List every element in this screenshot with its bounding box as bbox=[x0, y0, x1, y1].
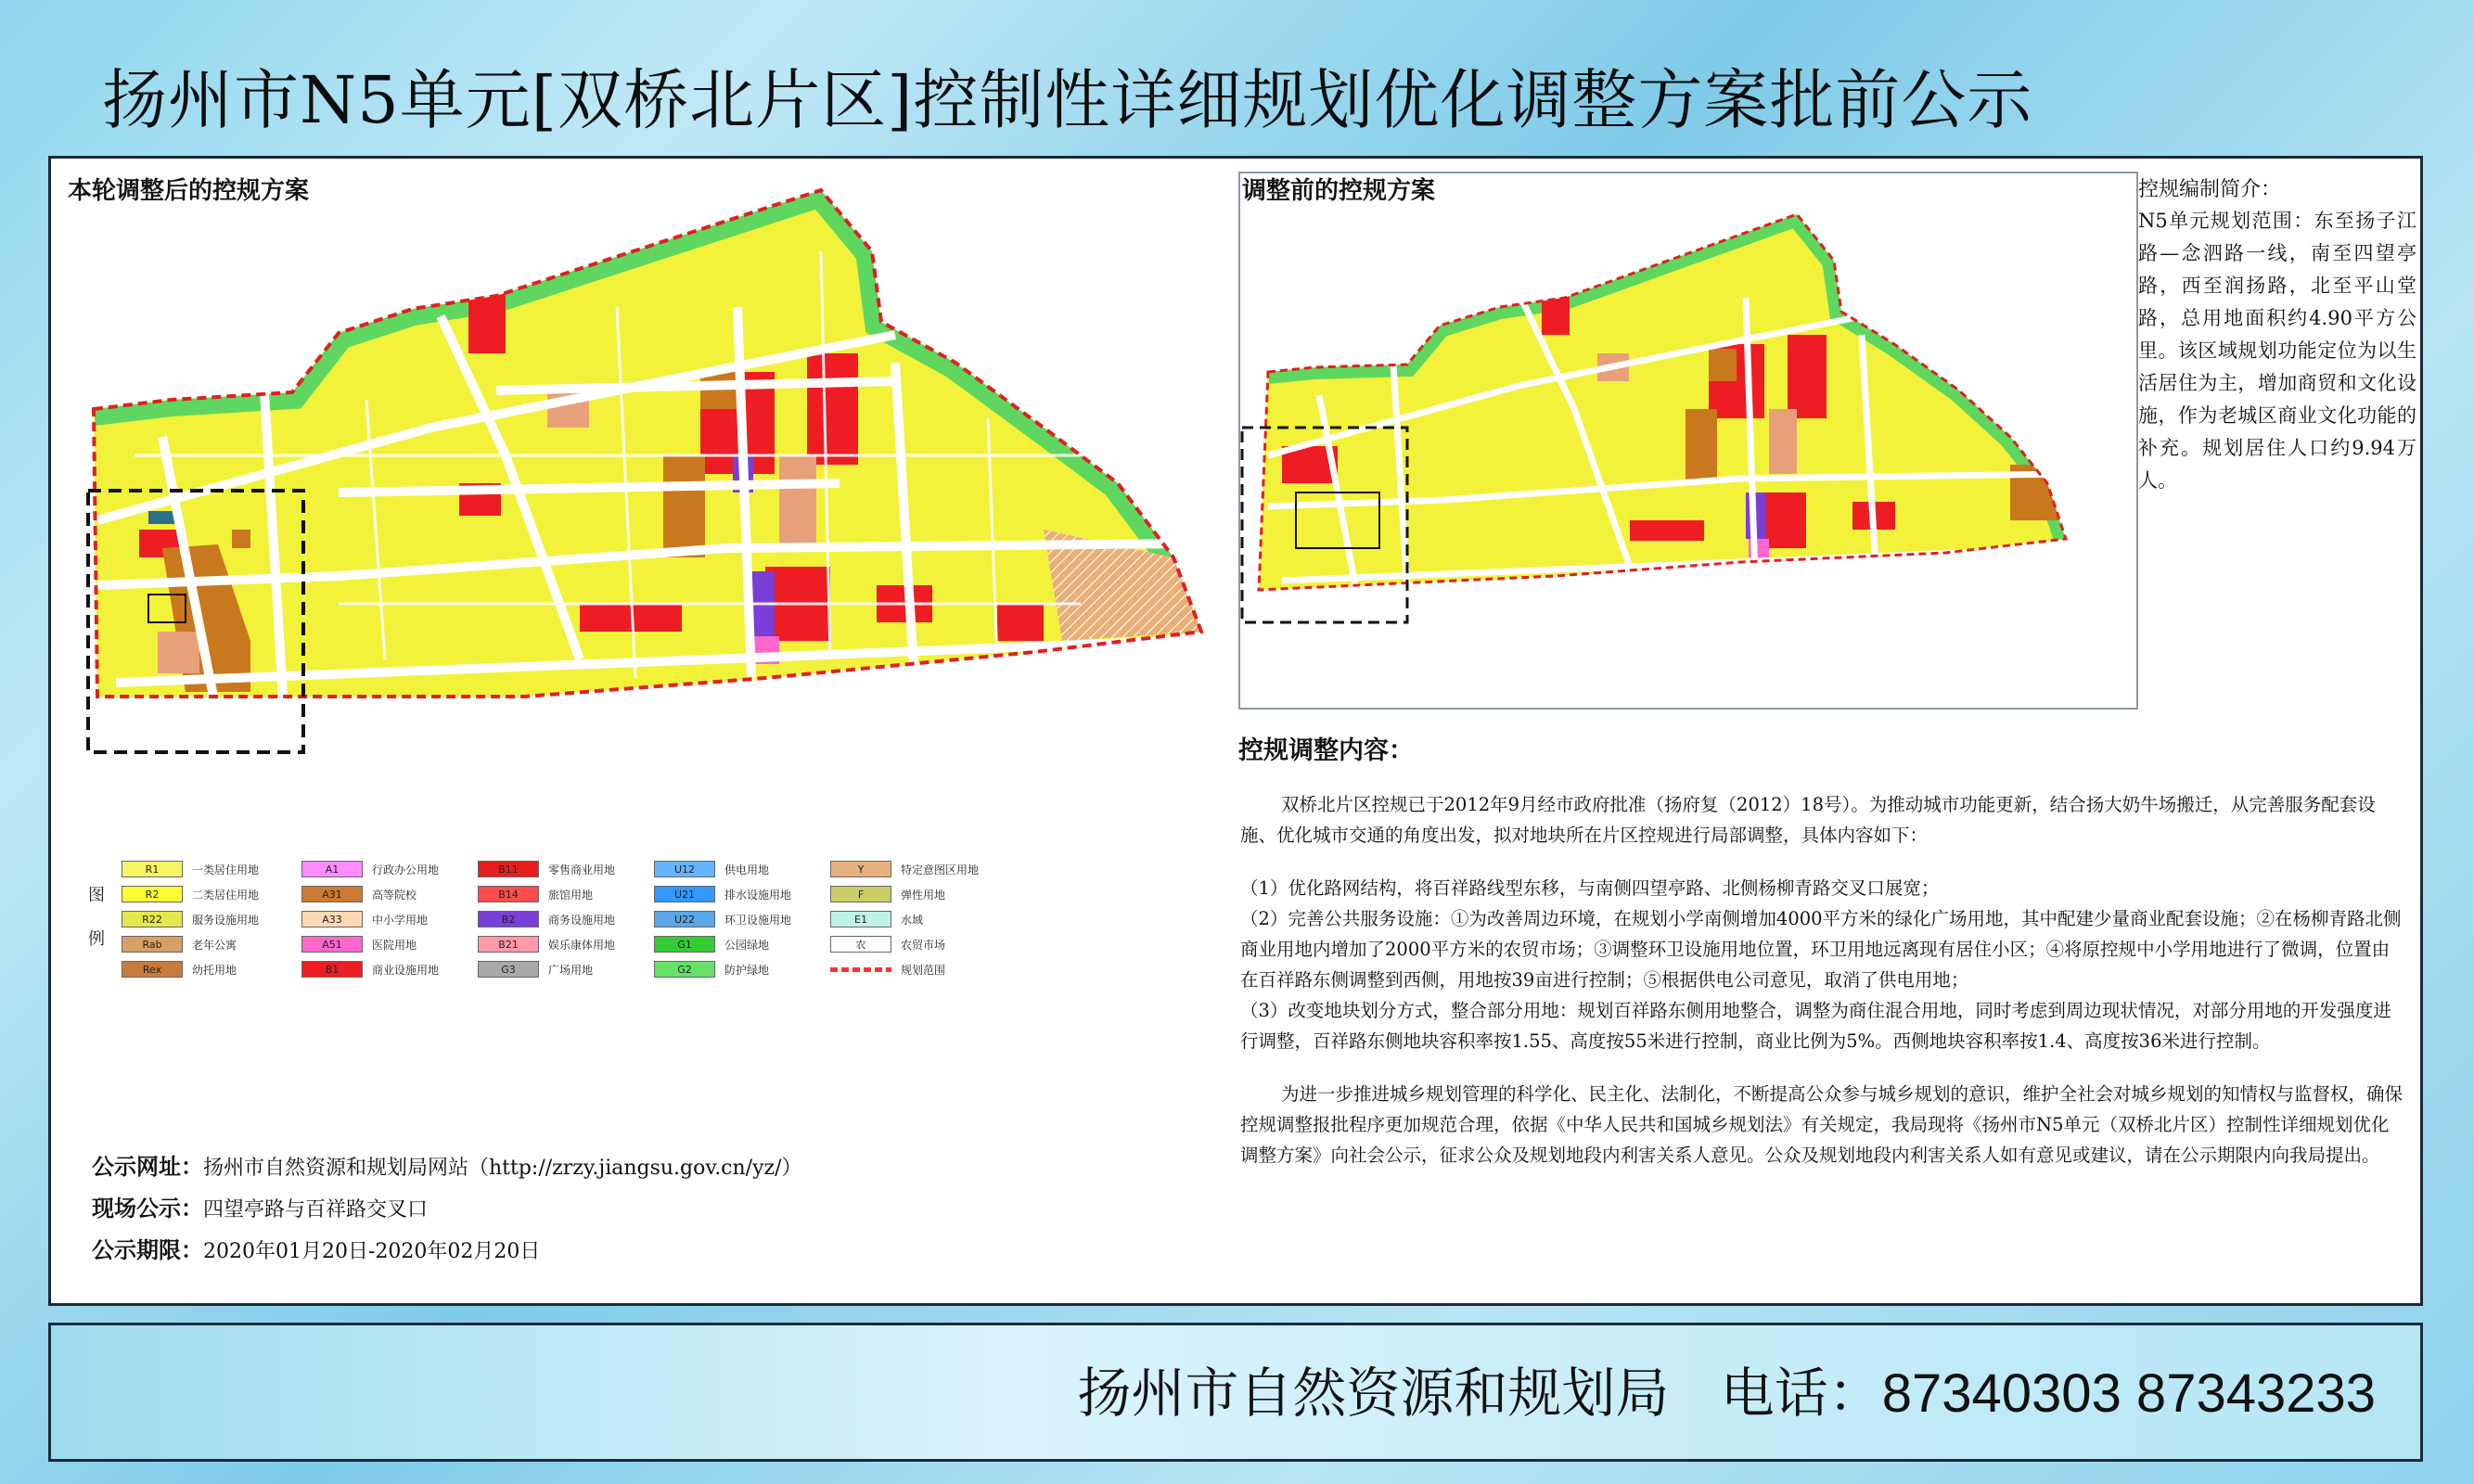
legend-swatch: F bbox=[830, 886, 891, 902]
publicity-website bbox=[92, 1148, 802, 1181]
legend-swatch: Rex bbox=[122, 961, 183, 978]
legend-swatch: G3 bbox=[478, 961, 539, 978]
legend-swatch: G2 bbox=[654, 961, 715, 978]
legend-text: 规划范围 bbox=[901, 963, 946, 977]
legend-item bbox=[654, 860, 769, 878]
map-legend bbox=[70, 854, 997, 993]
legend-item bbox=[122, 935, 237, 953]
intro-body: N5单元规划范围：东至扬子江路—念泗路一线，南至四望亭路，西至润扬路，北至平山堂路，总用地面积约4.90平方公里。该区域规划功能定位为以生活居住为主，增加商贸和文化设施，作为老城区商业文化功能的补充。规划居住人口约9.94万人。 bbox=[2138, 210, 2416, 492]
legend-item bbox=[654, 910, 791, 928]
legend-item bbox=[301, 910, 428, 928]
legend-item bbox=[478, 960, 593, 979]
legend-text: 娱乐康体用地 bbox=[548, 938, 616, 952]
legend-item bbox=[654, 935, 769, 953]
footer-contact bbox=[1077, 1351, 2376, 1436]
legend-text: 公园绿地 bbox=[724, 938, 770, 952]
footer-tel-numbers: 87340303 87343233 bbox=[1881, 1363, 2376, 1424]
legend-text: 幼托用地 bbox=[192, 963, 237, 977]
adjustment-body bbox=[1240, 789, 2403, 1171]
legend-item bbox=[122, 910, 259, 928]
legend-item bbox=[122, 960, 237, 979]
legend-swatch: A1 bbox=[301, 861, 363, 877]
legend-swatch: R2 bbox=[122, 886, 183, 902]
legend-text: 水域 bbox=[901, 913, 924, 927]
legend-text: 商务设施用地 bbox=[548, 913, 616, 927]
legend-swatch: B1 bbox=[301, 961, 363, 978]
legend-text: 零售商业用地 bbox=[548, 863, 616, 876]
legend-swatch: U21 bbox=[654, 886, 715, 902]
adjustment-closing: 为进一步推进城乡规划管理的科学化、民主化、法制化，不断提高公众参与城乡规划的意识，维护全社会对城乡规划的知情权与监督权，确保控规调整报批程序更加规范合理，依据《中华人民共和国城乡规划法》有关规定，我局现将《扬州市N5单元（双桥北片区）控制性详细规划优化调整方案》向社会公示，征求公众及规划地段内利害关系人意见。公众及规划地段内利害关系人如有意见或建议，请在公示期限内向我局提出。 bbox=[1240, 1083, 2403, 1166]
legend-text: 供电用地 bbox=[724, 863, 770, 876]
legend-swatch: B2 bbox=[478, 911, 539, 928]
legend-swatch: U12 bbox=[654, 861, 715, 877]
legend-swatch: B21 bbox=[478, 936, 539, 953]
legend-text: 环卫设施用地 bbox=[724, 913, 792, 927]
publicity-period bbox=[92, 1232, 540, 1264]
legend-swatch bbox=[830, 967, 891, 972]
legend-item bbox=[122, 885, 259, 903]
site-label: 现场公示： bbox=[92, 1196, 203, 1222]
before-plan-map bbox=[1240, 196, 2136, 706]
legend-text: 旅馆用地 bbox=[548, 888, 594, 902]
legend-swatch: B11 bbox=[478, 861, 539, 877]
legend-text: 商业设施用地 bbox=[372, 963, 440, 977]
legend-text: 二类居住用地 bbox=[192, 888, 260, 902]
legend-text: 医院用地 bbox=[372, 938, 417, 952]
after-plan-map bbox=[60, 177, 1229, 845]
legend-swatch: B14 bbox=[478, 886, 539, 902]
legend-item bbox=[654, 885, 791, 903]
legend-swatch: Rab bbox=[122, 936, 183, 953]
publicity-site bbox=[92, 1190, 428, 1222]
legend-item bbox=[301, 885, 417, 903]
legend-text: 老年公寓 bbox=[192, 938, 237, 952]
before-plan-label: 调整前的控规方案 bbox=[1242, 177, 1436, 205]
legend-text: 弹性用地 bbox=[901, 888, 946, 902]
legend-item bbox=[478, 935, 615, 953]
adjustment-heading: 控规调整内容： bbox=[1238, 736, 1414, 765]
legend-item bbox=[478, 910, 615, 928]
page-title: 扬州市N5单元[双桥北片区]控制性详细规划优化调整方案批前公示 bbox=[102, 62, 2033, 138]
legend-item bbox=[301, 935, 417, 953]
adjustment-item-3: （3）改变地块划分方式，整合部分用地：规划百祥路东侧用地整合，调整为商住混合用地，同时考虑到周边现状情况，对部分用地的开发强度进行调整，百祥路东侧地块容积率按1.55、高度按55米进行控制，商业比例为5%。西侧地块容积率按1.4、高度按36米进行控制。 bbox=[1240, 1000, 2391, 1052]
period-label: 公示期限： bbox=[92, 1237, 203, 1263]
legend-text: 广场用地 bbox=[548, 963, 594, 977]
footer-tel-label: 电话： bbox=[1720, 1362, 1882, 1425]
legend-item bbox=[301, 960, 439, 979]
legend-text: 高等院校 bbox=[372, 888, 417, 902]
website-label: 公示网址： bbox=[92, 1154, 203, 1180]
legend-item bbox=[830, 960, 945, 979]
legend-swatch: R22 bbox=[122, 911, 183, 928]
legend-item bbox=[830, 935, 945, 953]
legend-swatch: U22 bbox=[654, 911, 715, 928]
footer-bureau: 扬州市自然资源和规划局 bbox=[1077, 1362, 1670, 1425]
legend-swatch: A31 bbox=[301, 886, 363, 902]
legend-item bbox=[830, 910, 923, 928]
legend-swatch: E1 bbox=[830, 911, 891, 928]
legend-label: 图 例 bbox=[88, 886, 105, 949]
website-value: 扬州市自然资源和规划局网站（http://zrzy.jiangsu.gov.cn/yz/） bbox=[203, 1157, 802, 1180]
legend-swatch: A51 bbox=[301, 936, 363, 953]
legend-text: 特定意图区用地 bbox=[901, 863, 980, 876]
intro-heading: 控规编制简介： bbox=[2138, 178, 2282, 201]
notice-board bbox=[48, 156, 2423, 1306]
legend-text: 农贸市场 bbox=[901, 938, 946, 952]
legend-item bbox=[122, 860, 259, 878]
legend-text: 防护绿地 bbox=[724, 963, 770, 977]
legend-swatch: R1 bbox=[122, 861, 183, 877]
adjustment-item-1: （1）优化路网结构，将百祥路线型东移，与南侧四望亭路、北侧杨柳青路交叉口展宽； bbox=[1240, 877, 1940, 899]
after-plan-label: 本轮调整后的控规方案 bbox=[68, 177, 310, 205]
legend-item bbox=[478, 860, 615, 878]
legend-item bbox=[654, 960, 769, 979]
footer-banner bbox=[48, 1323, 2423, 1462]
legend-swatch: G1 bbox=[654, 936, 715, 953]
legend-swatch: 农 bbox=[830, 936, 891, 953]
adjustment-item-2: （2）完善公共服务设施：①为改善周边环境，在规划小学南侧增加4000平方米的绿化广场用地，其中配建少量商业配套设施；②在杨柳青路北侧商业用地内增加了2000平方米的农贸市场；③调整环卫设施用地位置，环卫用地远离现有居住小区；④将原控规中小学用地进行了微调，位置由在百祥路东侧调整到西侧，用地按39亩进行控制；⑤根据供电公司意见，取消了供电用地； bbox=[1240, 908, 2402, 991]
legend-text: 行政办公用地 bbox=[372, 863, 440, 876]
legend-text: 服务设施用地 bbox=[192, 913, 260, 927]
adjustment-intro: 双桥北片区控规已于2012年9月经市政府批准（扬府复（2012）18号）。为推动城市功能更新，结合扬大奶牛场搬迁，从完善服务配套设施、优化城市交通的角度出发，拟对地块所在片区控规进行局部调整，具体内容如下： bbox=[1240, 794, 2376, 846]
legend-text: 一类居住用地 bbox=[192, 863, 260, 876]
legend-text: 排水设施用地 bbox=[724, 888, 792, 902]
legend-item bbox=[301, 860, 439, 878]
legend-item bbox=[830, 885, 945, 903]
legend-item bbox=[830, 860, 979, 878]
legend-swatch: A33 bbox=[301, 911, 363, 928]
legend-text: 中小学用地 bbox=[372, 913, 429, 927]
legend-item bbox=[478, 885, 593, 903]
site-value: 四望亭路与百祥路交叉口 bbox=[203, 1198, 429, 1222]
legend-swatch: Y bbox=[830, 861, 891, 877]
period-value: 2020年01月20日-2020年02月20日 bbox=[203, 1240, 541, 1263]
